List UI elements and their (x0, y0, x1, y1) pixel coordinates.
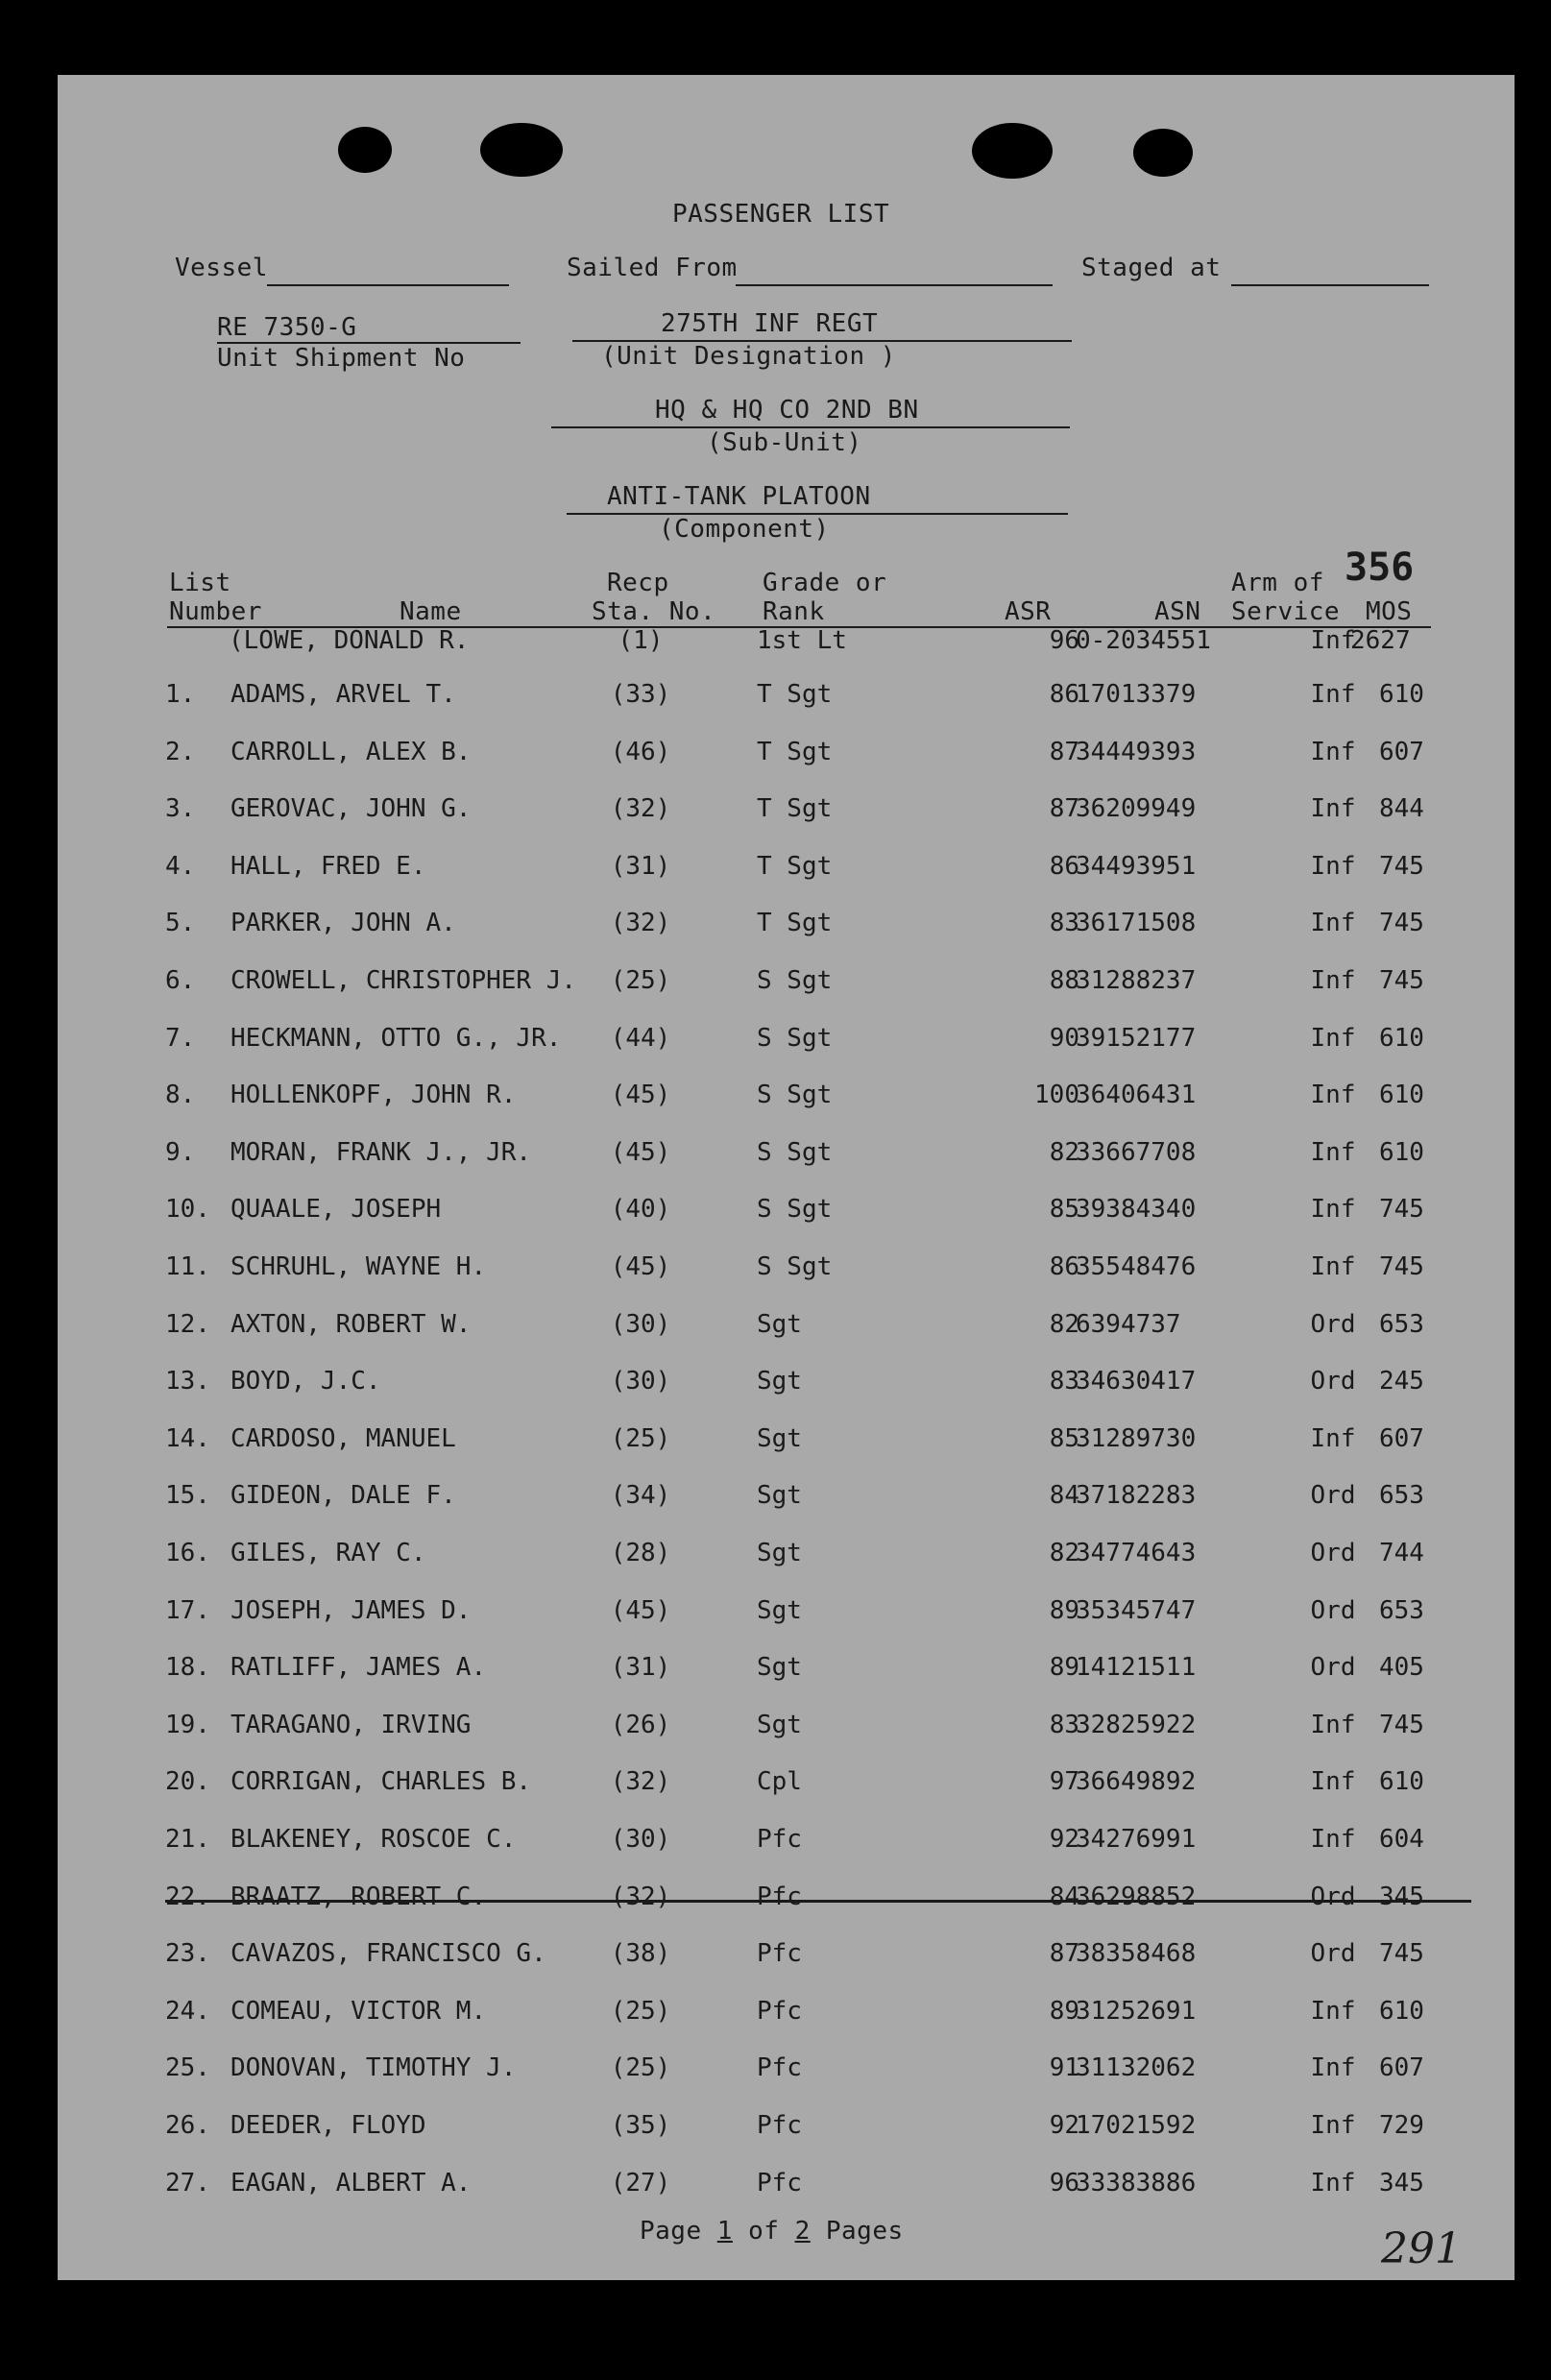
cell-num: 18. (165, 1653, 210, 1682)
cell-mos: 745 (1379, 1252, 1424, 1281)
cell-asn: 36406431 (1076, 1081, 1197, 1109)
cell-name: CORRIGAN, CHARLES B. (230, 1767, 532, 1796)
cell-recp: (40) (610, 1195, 671, 1224)
sub-unit-label: (Sub-Unit) (707, 428, 862, 457)
cell-arm: Ord (1310, 1481, 1356, 1510)
cell-asn: 33667708 (1076, 1138, 1197, 1167)
cell-grade: S Sgt (757, 1081, 833, 1109)
shipment-number: RE 7350-G (217, 313, 357, 342)
cell-recp: (32) (610, 909, 671, 937)
cell-grade: S Sgt (757, 966, 833, 995)
cell-grade: Sgt (757, 1310, 802, 1339)
vessel-field-line (267, 284, 509, 286)
cell-grade: S Sgt (757, 1252, 833, 1281)
cell-mos: 607 (1379, 2053, 1424, 2082)
staged-at-label: Staged at (1081, 254, 1222, 282)
cell-name: RATLIFF, JAMES A. (230, 1653, 487, 1682)
cell-num: 8. (165, 1081, 196, 1109)
cell-num: 9. (165, 1138, 196, 1167)
cell-name: CAVAZOS, FRANCISCO G. (230, 1939, 546, 1968)
cell-asn: 36171508 (1076, 909, 1197, 937)
cell-name: HALL, FRED E. (230, 852, 426, 881)
col-header-asr: ASR (1005, 597, 1052, 626)
cell-grade: S Sgt (757, 1024, 833, 1053)
cell-asn: 34774643 (1076, 1539, 1197, 1567)
cell-grade: Pfc (757, 1882, 802, 1911)
cell-mos: 844 (1379, 794, 1424, 823)
cell-asn: 35548476 (1076, 1252, 1197, 1281)
table-row (58, 1767, 1515, 1806)
col-header-list-number-2: Number (169, 597, 262, 626)
col-header-name: Name (400, 597, 462, 626)
cell-num: 11. (165, 1252, 210, 1281)
cell-name: HOLLENKOPF, JOHN R. (230, 1081, 517, 1109)
cell-name: DEEDER, FLOYD (230, 2111, 426, 2140)
page-total: 2 (794, 2217, 811, 2246)
cell-arm: Inf (1310, 909, 1356, 937)
page-stamp-number: 356 (1345, 546, 1415, 590)
cell-num: 5. (165, 909, 196, 937)
cell-num: 10. (165, 1195, 210, 1224)
officer-asn: 0-2034551 (1076, 626, 1211, 655)
cell-asr: 89 (1049, 1596, 1079, 1625)
cell-arm: Ord (1310, 1310, 1356, 1339)
cell-name: GIDEON, DALE F. (230, 1481, 456, 1510)
cell-num: 22. (165, 1882, 210, 1911)
page-suffix: Pages (825, 2217, 904, 2246)
cell-asn: 31252691 (1076, 1997, 1197, 2026)
cell-name: QUAALE, JOSEPH (230, 1195, 442, 1224)
cell-asn: 35345747 (1076, 1596, 1197, 1625)
cell-name: EAGAN, ALBERT A. (230, 2169, 472, 2198)
col-header-arm-2: Service (1231, 597, 1341, 626)
cell-arm: Ord (1310, 1882, 1356, 1911)
cell-recp: (45) (610, 1252, 671, 1281)
cell-asn: 31288237 (1076, 966, 1197, 995)
cell-name: CARDOSO, MANUEL (230, 1424, 456, 1453)
cell-asn: 32825922 (1076, 1711, 1197, 1739)
table-row (58, 2111, 1515, 2149)
cell-mos: 745 (1379, 966, 1424, 995)
cell-mos: 653 (1379, 1596, 1424, 1625)
cell-asr: 84 (1049, 1481, 1079, 1510)
cell-asr: 88 (1049, 966, 1079, 995)
cell-asn: 31132062 (1076, 2053, 1197, 2082)
cell-num: 3. (165, 794, 196, 823)
cell-asn: 31289730 (1076, 1424, 1197, 1453)
unit-designation: 275TH INF REGT (661, 309, 879, 338)
cell-asr: 91 (1049, 2053, 1079, 2082)
cell-recp: (33) (610, 680, 671, 709)
col-header-grade-1: Grade or (763, 569, 887, 597)
page-footer (640, 2217, 904, 2246)
cell-recp: (38) (610, 1939, 671, 1968)
cell-arm: Inf (1310, 1825, 1356, 1854)
document-title: PASSENGER LIST (672, 200, 890, 229)
cell-recp: (45) (610, 1138, 671, 1167)
cell-asn: 6394737 (1076, 1310, 1181, 1339)
cell-asn: 34630417 (1076, 1367, 1197, 1396)
col-header-asn: ASN (1154, 597, 1201, 626)
cell-asn: 36649892 (1076, 1767, 1197, 1796)
cell-name: JOSEPH, JAMES D. (230, 1596, 472, 1625)
cell-grade: T Sgt (757, 909, 833, 937)
cell-recp: (32) (610, 1767, 671, 1796)
shipment-number-label: Unit Shipment No (217, 344, 466, 373)
cell-arm: Inf (1310, 1997, 1356, 2026)
cell-asr: 85 (1049, 1424, 1079, 1453)
cell-asr: 90 (1049, 1024, 1079, 1053)
cell-name: COMEAU, VICTOR M. (230, 1997, 487, 2026)
cell-arm: Inf (1310, 1711, 1356, 1739)
cell-num: 4. (165, 852, 196, 881)
cell-mos: 653 (1379, 1481, 1424, 1510)
col-header-grade-2: Rank (763, 597, 825, 626)
cell-num: 24. (165, 1997, 210, 2026)
table-row (58, 1081, 1515, 1119)
table-row (58, 966, 1515, 1005)
cell-num: 21. (165, 1825, 210, 1854)
cell-recp: (28) (610, 1539, 671, 1567)
cell-arm: Ord (1310, 1653, 1356, 1682)
sailed-from-label: Sailed From (567, 254, 738, 282)
cell-mos: 610 (1379, 1024, 1424, 1053)
cell-grade: Cpl (757, 1767, 802, 1796)
cell-mos: 345 (1379, 2169, 1424, 2198)
cell-grade: Sgt (757, 1424, 802, 1453)
cell-asr: 83 (1049, 909, 1079, 937)
cell-arm: Inf (1310, 1195, 1356, 1224)
cell-grade: S Sgt (757, 1195, 833, 1224)
cell-asr: 89 (1049, 1997, 1079, 2026)
cell-mos: 744 (1379, 1539, 1424, 1567)
table-row (58, 1024, 1515, 1062)
cell-asn: 17013379 (1076, 680, 1197, 709)
cell-arm: Inf (1310, 2053, 1356, 2082)
cell-recp: (46) (610, 738, 671, 766)
cell-asr: 86 (1049, 852, 1079, 881)
officer-grade: 1st Lt (757, 626, 847, 655)
cell-asn: 33383886 (1076, 2169, 1197, 2198)
strikethrough-line (165, 1900, 1471, 1903)
cell-mos: 604 (1379, 1825, 1424, 1854)
cell-asr: 84 (1049, 1882, 1079, 1911)
table-row (58, 1252, 1515, 1291)
cell-arm: Inf (1310, 1252, 1356, 1281)
sailed-from-field-line (736, 284, 1053, 286)
cell-grade: Pfc (757, 2111, 802, 2140)
cell-arm: Inf (1310, 852, 1356, 881)
table-row (58, 1997, 1515, 2035)
cell-recp: (26) (610, 1711, 671, 1739)
cell-recp: (25) (610, 2053, 671, 2082)
cell-mos: 745 (1379, 909, 1424, 937)
cell-asn: 34493951 (1076, 852, 1197, 881)
cell-asn: 14121511 (1076, 1653, 1197, 1682)
cell-num: 23. (165, 1939, 210, 1968)
table-row (58, 909, 1515, 947)
cell-grade: Pfc (757, 1825, 802, 1854)
cell-mos: 729 (1379, 2111, 1424, 2140)
cell-mos: 745 (1379, 852, 1424, 881)
officer-name: (LOWE, DONALD R. (229, 626, 470, 655)
cell-arm: Inf (1310, 794, 1356, 823)
cell-name: HECKMANN, OTTO G., JR. (230, 1024, 562, 1053)
cell-grade: Sgt (757, 1711, 802, 1739)
cell-num: 14. (165, 1424, 210, 1453)
cell-name: CARROLL, ALEX B. (230, 738, 472, 766)
cell-grade: T Sgt (757, 680, 833, 709)
cell-arm: Ord (1310, 1539, 1356, 1567)
cell-recp: (30) (610, 1367, 671, 1396)
passenger-list-sheet (58, 75, 1515, 2280)
punch-hole (338, 127, 392, 173)
punch-hole (480, 123, 563, 177)
cell-num: 13. (165, 1367, 210, 1396)
cell-num: 7. (165, 1024, 196, 1053)
col-header-recp-2: Sta. No. (592, 597, 716, 626)
table-row (58, 1310, 1515, 1348)
cell-asn: 38358468 (1076, 1939, 1197, 1968)
cell-asr: 92 (1049, 1825, 1079, 1854)
officer-asr: 96 (1049, 626, 1079, 655)
cell-grade: Sgt (757, 1539, 802, 1567)
cell-arm: Inf (1310, 1081, 1356, 1109)
handwritten-page-number: 291 (1381, 2224, 1462, 2273)
cell-mos: 610 (1379, 1767, 1424, 1796)
cell-mos: 610 (1379, 1997, 1424, 2026)
cell-recp: (45) (610, 1081, 671, 1109)
cell-asr: 86 (1049, 1252, 1079, 1281)
cell-asr: 85 (1049, 1195, 1079, 1224)
cell-recp: (45) (610, 1596, 671, 1625)
unit-designation-label: (Unit Designation ) (601, 342, 896, 371)
cell-name: DONOVAN, TIMOTHY J. (230, 2053, 517, 2082)
cell-name: CROWELL, CHRISTOPHER J. (230, 966, 577, 995)
cell-mos: 607 (1379, 738, 1424, 766)
cell-grade: T Sgt (757, 738, 833, 766)
col-header-list-number-1: List (169, 569, 231, 597)
cell-num: 17. (165, 1596, 210, 1625)
punch-hole (972, 123, 1053, 179)
cell-mos: 405 (1379, 1653, 1424, 1682)
cell-arm: Ord (1310, 1939, 1356, 1968)
cell-arm: Inf (1310, 738, 1356, 766)
cell-arm: Ord (1310, 1596, 1356, 1625)
cell-recp: (25) (610, 1424, 671, 1453)
table-row (58, 2169, 1515, 2207)
cell-recp: (34) (610, 1481, 671, 1510)
cell-recp: (25) (610, 966, 671, 995)
table-row (58, 1539, 1515, 1577)
cell-num: 6. (165, 966, 196, 995)
cell-grade: Sgt (757, 1481, 802, 1510)
component: ANTI-TANK PLATOON (607, 482, 871, 511)
cell-asr: 89 (1049, 1653, 1079, 1682)
table-row (58, 1711, 1515, 1749)
cell-arm: Inf (1310, 2111, 1356, 2140)
punch-hole (1133, 129, 1193, 177)
cell-name: TARAGANO, IRVING (230, 1711, 472, 1739)
cell-num: 1. (165, 680, 196, 709)
cell-name: ADAMS, ARVEL T. (230, 680, 456, 709)
cell-asr: 83 (1049, 1711, 1079, 1739)
cell-recp: (31) (610, 852, 671, 881)
component-label: (Component) (659, 515, 830, 544)
cell-num: 27. (165, 2169, 210, 2198)
table-row (58, 1367, 1515, 1405)
table-row (58, 794, 1515, 833)
cell-name: BLAKENEY, ROSCOE C. (230, 1825, 517, 1854)
cell-num: 16. (165, 1539, 210, 1567)
cell-num: 19. (165, 1711, 210, 1739)
cell-name: AXTON, ROBERT W. (230, 1310, 472, 1339)
cell-mos: 745 (1379, 1195, 1424, 1224)
officer-recp: (1) (618, 626, 664, 655)
page-prefix: Page (640, 2217, 702, 2246)
cell-asn: 36209949 (1076, 794, 1197, 823)
cell-name: GILES, RAY C. (230, 1539, 426, 1567)
cell-asr: 92 (1049, 2111, 1079, 2140)
cell-grade: Pfc (757, 2053, 802, 2082)
cell-asr: 100 (1034, 1081, 1079, 1109)
cell-mos: 745 (1379, 1711, 1424, 1739)
cell-arm: Inf (1310, 680, 1356, 709)
cell-arm: Inf (1310, 966, 1356, 995)
cell-grade: Pfc (757, 1939, 802, 1968)
table-row (58, 1596, 1515, 1635)
cell-num: 12. (165, 1310, 210, 1339)
table-row (58, 2053, 1515, 2092)
table-row (58, 1195, 1515, 1233)
table-row (58, 1939, 1515, 1978)
cell-arm: Ord (1310, 1367, 1356, 1396)
table-row (58, 1653, 1515, 1691)
cell-name: GEROVAC, JOHN G. (230, 794, 472, 823)
cell-asr: 82 (1049, 1310, 1079, 1339)
cell-asr: 87 (1049, 738, 1079, 766)
page-current: 1 (716, 2217, 733, 2246)
cell-asn: 36298852 (1076, 1882, 1197, 1911)
cell-grade: T Sgt (757, 852, 833, 881)
col-header-recp-1: Recp (607, 569, 669, 597)
cell-mos: 245 (1379, 1367, 1424, 1396)
cell-mos: 345 (1379, 1882, 1424, 1911)
cell-num: 20. (165, 1767, 210, 1796)
cell-mos: 653 (1379, 1310, 1424, 1339)
cell-asr: 87 (1049, 794, 1079, 823)
cell-asr: 83 (1049, 1367, 1079, 1396)
table-row (58, 1882, 1515, 1921)
cell-recp: (30) (610, 1825, 671, 1854)
cell-arm: Inf (1310, 1024, 1356, 1053)
cell-asr: 82 (1049, 1539, 1079, 1567)
col-header-arm-1: Arm of (1231, 569, 1324, 597)
cell-grade: Pfc (757, 2169, 802, 2198)
cell-name: BRAATZ, ROBERT C. (230, 1882, 487, 1911)
cell-asr: 87 (1049, 1939, 1079, 1968)
cell-asn: 17021592 (1076, 2111, 1197, 2140)
cell-mos: 610 (1379, 680, 1424, 709)
cell-asn: 39384340 (1076, 1195, 1197, 1224)
table-row (58, 1424, 1515, 1463)
table-row (58, 1138, 1515, 1177)
cell-grade: Sgt (757, 1596, 802, 1625)
cell-asr: 86 (1049, 680, 1079, 709)
cell-arm: Inf (1310, 2169, 1356, 2198)
cell-name: BOYD, J.C. (230, 1367, 381, 1396)
cell-asn: 37182283 (1076, 1481, 1197, 1510)
cell-arm: Inf (1310, 1138, 1356, 1167)
cell-name: PARKER, JOHN A. (230, 909, 456, 937)
cell-num: 15. (165, 1481, 210, 1510)
page-of: of (748, 2217, 780, 2246)
cell-name: SCHRUHL, WAYNE H. (230, 1252, 487, 1281)
cell-grade: Sgt (757, 1367, 802, 1396)
cell-recp: (31) (610, 1653, 671, 1682)
col-header-mos: MOS (1366, 597, 1413, 626)
cell-recp: (25) (610, 1997, 671, 2026)
cell-asn: 34449393 (1076, 738, 1197, 766)
cell-arm: Inf (1310, 1424, 1356, 1453)
table-row (58, 1825, 1515, 1863)
cell-recp: (30) (610, 1310, 671, 1339)
cell-recp: (32) (610, 1882, 671, 1911)
cell-recp: (44) (610, 1024, 671, 1053)
table-row (58, 852, 1515, 890)
cell-mos: 610 (1379, 1081, 1424, 1109)
cell-grade: Pfc (757, 1997, 802, 2026)
cell-recp: (35) (610, 2111, 671, 2140)
cell-num: 26. (165, 2111, 210, 2140)
cell-grade: T Sgt (757, 794, 833, 823)
cell-mos: 607 (1379, 1424, 1424, 1453)
cell-asn: 39152177 (1076, 1024, 1197, 1053)
staged-at-field-line (1231, 284, 1429, 286)
table-row (58, 680, 1515, 718)
cell-grade: Sgt (757, 1653, 802, 1682)
cell-name: MORAN, FRANK J., JR. (230, 1138, 532, 1167)
cell-num: 25. (165, 2053, 210, 2082)
cell-asr: 82 (1049, 1138, 1079, 1167)
cell-recp: (32) (610, 794, 671, 823)
cell-grade: S Sgt (757, 1138, 833, 1167)
sub-unit: HQ & HQ CO 2ND BN (655, 396, 919, 425)
cell-asr: 97 (1049, 1767, 1079, 1796)
cell-mos: 610 (1379, 1138, 1424, 1167)
officer-arm: Inf (1310, 626, 1356, 655)
cell-mos: 745 (1379, 1939, 1424, 1968)
table-row (58, 738, 1515, 776)
officer-row (58, 626, 1515, 665)
cell-asn: 34276991 (1076, 1825, 1197, 1854)
table-row (58, 1481, 1515, 1519)
cell-num: 2. (165, 738, 196, 766)
officer-mos: 2627 (1350, 626, 1411, 655)
cell-asr: 96 (1049, 2169, 1079, 2198)
cell-recp: (27) (610, 2169, 671, 2198)
cell-arm: Inf (1310, 1767, 1356, 1796)
vessel-label: Vessel (175, 254, 268, 282)
